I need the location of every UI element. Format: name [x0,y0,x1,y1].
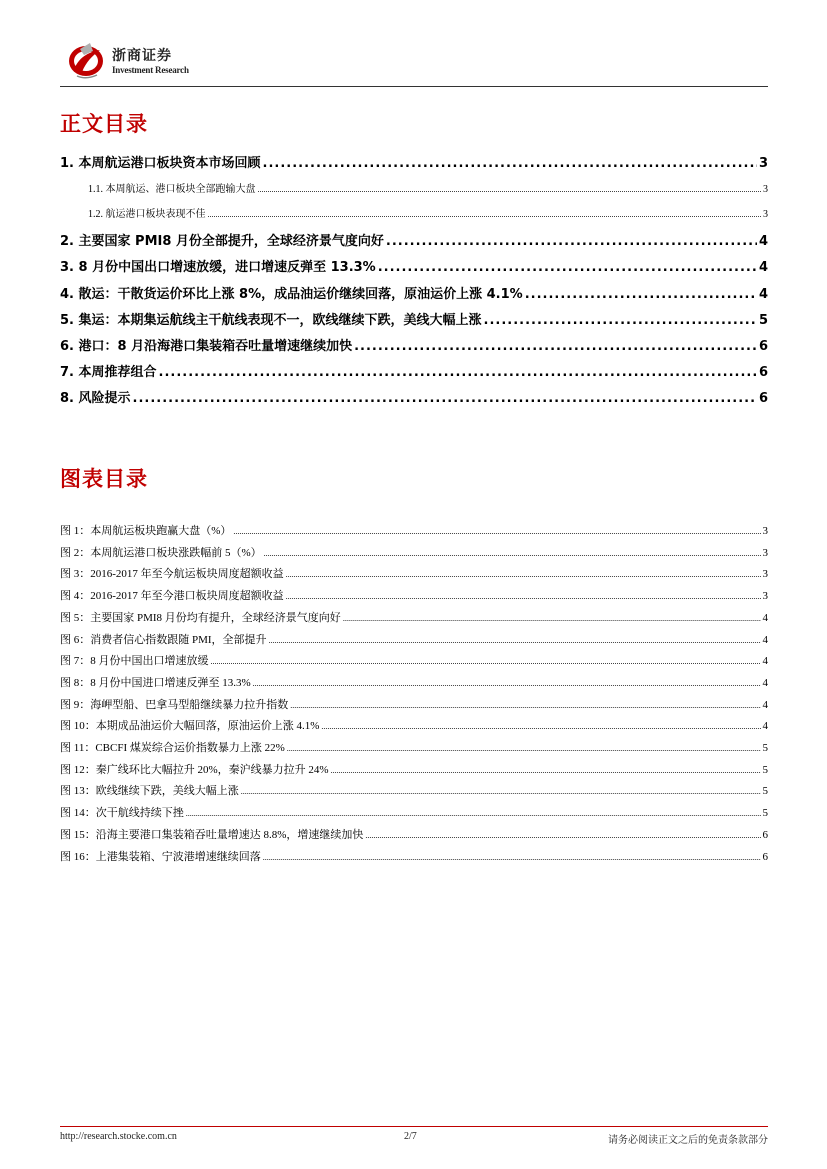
figure-entry-text: 图 12：秦广线环比大幅拉升 20%，秦沪线暴力拉升 24% [60,763,329,776]
figure-entry[interactable] [60,609,768,625]
dot-leader [211,657,761,666]
company-name-en: Investment Research [112,65,189,75]
figure-entry-text: 图 5：主要国家 PMI8 月份均有提升，全球经济景气度向好 [60,611,341,624]
page-footer [60,1131,768,1145]
figure-entry-text: 图 13：欧线继续下跌，美线大幅上涨 [60,785,239,798]
dot-leader [290,701,760,710]
figure-entry-page: 4 [762,676,768,689]
figure-entry-text: 图 6：消费者信心指数跟随 PMI，全部提升 [60,633,267,646]
toc-entry[interactable] [60,256,768,275]
figure-entry-text: 图 1：本周航运板块跑赢大盘（%） [60,525,232,537]
toc-entry[interactable] [60,152,768,171]
toc-entry-text: 7. 本周推荐组合 [60,365,157,380]
dot-leader [525,287,757,302]
figure-entry[interactable] [60,587,768,603]
figure-entry[interactable] [60,782,768,798]
toc-entry[interactable] [60,205,768,220]
dot-leader [253,679,761,688]
toc-entry[interactable] [60,283,768,302]
figure-entry-page: 4 [762,720,768,733]
figure-entry[interactable] [60,631,768,647]
toc-entry-page: 3 [763,209,768,220]
toc-entry-text: 4. 散运：干散货运价环比上涨 8%，成品油运价继续回落，原油运价上涨 4.1% [60,287,523,302]
figure-entry[interactable] [60,544,768,560]
figure-entry-page: 3 [762,590,768,603]
toc-title: 正文目录 [60,112,148,136]
figure-entry-text: 图 14：次干航线持续下挫 [60,807,184,820]
dot-leader [159,365,757,380]
dot-leader [186,809,761,818]
toc-entry-text: 1. 本周航运港口板块资本市场回顾 [60,156,261,171]
dot-leader [365,831,760,840]
company-logo-icon [66,40,106,80]
figure-entry[interactable] [60,652,768,668]
toc-entry-page: 4 [758,260,768,275]
page-number: 2/7 [404,1131,417,1142]
header-divider [60,86,768,87]
dot-leader [263,156,757,171]
toc-entry-page: 6 [758,339,768,354]
figure-entry[interactable] [60,761,768,777]
dot-leader [233,527,760,536]
figure-entry-page: 5 [762,807,768,820]
dot-leader [286,592,761,601]
toc-entry[interactable] [60,387,768,406]
figure-entry-text: 图 16：上港集装箱、宁波港增速继续回落 [60,850,261,863]
figure-entry-page: 4 [762,655,768,668]
dot-leader [484,313,757,328]
figure-entry[interactable] [60,848,768,864]
toc-entry-text: 1.1. 本周航运、港口板块全部跑输大盘 [88,184,256,195]
dot-leader [264,549,761,558]
toc-entry-text: 8. 风险提示 [60,391,131,406]
dot-leader [241,787,761,796]
toc-entry-text: 3. 8 月份中国出口增速放缓，进口增速反弹至 13.3% [60,260,376,275]
figure-entry-page: 3 [762,546,768,559]
footer-url-link[interactable]: http://research.stocke.com.cn [60,1131,177,1142]
toc-entry-page: 6 [758,391,768,406]
figure-entry-page: 5 [762,763,768,776]
toc-entry-text: 5. 集运：本期集运航线主干航线表现不一，欧线继续下跌，美线大幅上涨 [60,313,482,328]
figure-entry-page: 3 [762,525,768,537]
figure-entry-page: 6 [762,850,768,863]
figure-entry-text: 图 15：沿海主要港口集装箱吞吐量增速达 8.8%，增速继续加快 [60,828,364,841]
toc-entry-page: 3 [758,156,768,171]
figure-entry-text: 图 9：海岬型船、巴拿马型船继续暴力拉升指数 [60,698,289,711]
figure-entry[interactable] [60,522,768,538]
toc-entry[interactable] [60,335,768,354]
figure-entry-text: 图 8：8 月份中国进口增速反弹至 13.3% [60,676,251,689]
figure-entry-page: 4 [762,633,768,646]
dot-leader [354,339,757,354]
dot-leader [287,744,761,753]
toc-entry[interactable] [60,180,768,195]
figure-entry-text: 图 10：本期成品油运价大幅回落，原油运价上涨 4.1% [60,720,320,733]
dot-leader [378,260,757,275]
toc-entry-page: 4 [758,234,768,249]
figure-entry-page: 5 [762,785,768,798]
toc-entry-page: 4 [758,287,768,302]
figure-entry[interactable] [60,696,768,712]
dot-leader [386,234,757,249]
figure-entry[interactable] [60,565,768,581]
figure-entry[interactable] [60,804,768,820]
figure-entry-page: 5 [762,742,768,754]
footer-divider [60,1126,768,1127]
dot-leader [343,614,761,623]
dot-leader [133,391,757,406]
company-name-cn: 浙商证券 [112,48,172,64]
dot-leader [321,722,760,731]
figure-entry[interactable] [60,826,768,842]
figure-entry-text: 图 11：CBCFI 煤炭综合运价指数暴力上涨 22% [60,742,285,754]
figure-entry-text: 图 3：2016-2017 年至今航运板块周度超额收益 [60,568,284,581]
toc-entry[interactable] [60,230,768,249]
figure-entry-text: 图 7：8 月份中国出口增速放缓 [60,655,209,668]
figure-entry[interactable] [60,717,768,733]
figures-title: 图表目录 [60,467,148,491]
toc-entry-page: 6 [758,365,768,380]
figure-entry-text: 图 4：2016-2017 年至今港口板块周度超额收益 [60,590,284,603]
figure-entry-page: 4 [762,698,768,711]
dot-leader [269,636,761,645]
figure-entry-page: 4 [762,611,768,624]
page-header [60,38,768,86]
toc-entry-text: 6. 港口：8 月沿海港口集装箱吞吐量增速继续加快 [60,339,353,354]
figure-entry[interactable] [60,739,768,755]
figure-entry-page: 6 [762,828,768,841]
toc-entry-text: 2. 主要国家 PMI8 月份全部提升，全球经济景气度向好 [60,234,384,249]
toc-entry-text: 1.2. 航运港口板块表现不佳 [88,209,206,220]
dot-leader [286,570,761,579]
dot-leader [258,185,762,194]
figure-entry-page: 3 [762,568,768,581]
figure-entry-text: 图 2：本周航运港口板块涨跌幅前 5（%） [60,546,262,559]
toc-entry[interactable] [60,309,768,328]
footer-disclaimer: 请务必阅读正文之后的免责条款部分 [608,1135,768,1146]
dot-leader [263,853,761,862]
dot-leader [208,210,762,219]
dot-leader [331,766,761,775]
figure-entry[interactable] [60,674,768,690]
toc-entry-page: 3 [763,184,768,195]
toc-entry-page: 5 [758,313,768,328]
toc-entry[interactable] [60,361,768,380]
